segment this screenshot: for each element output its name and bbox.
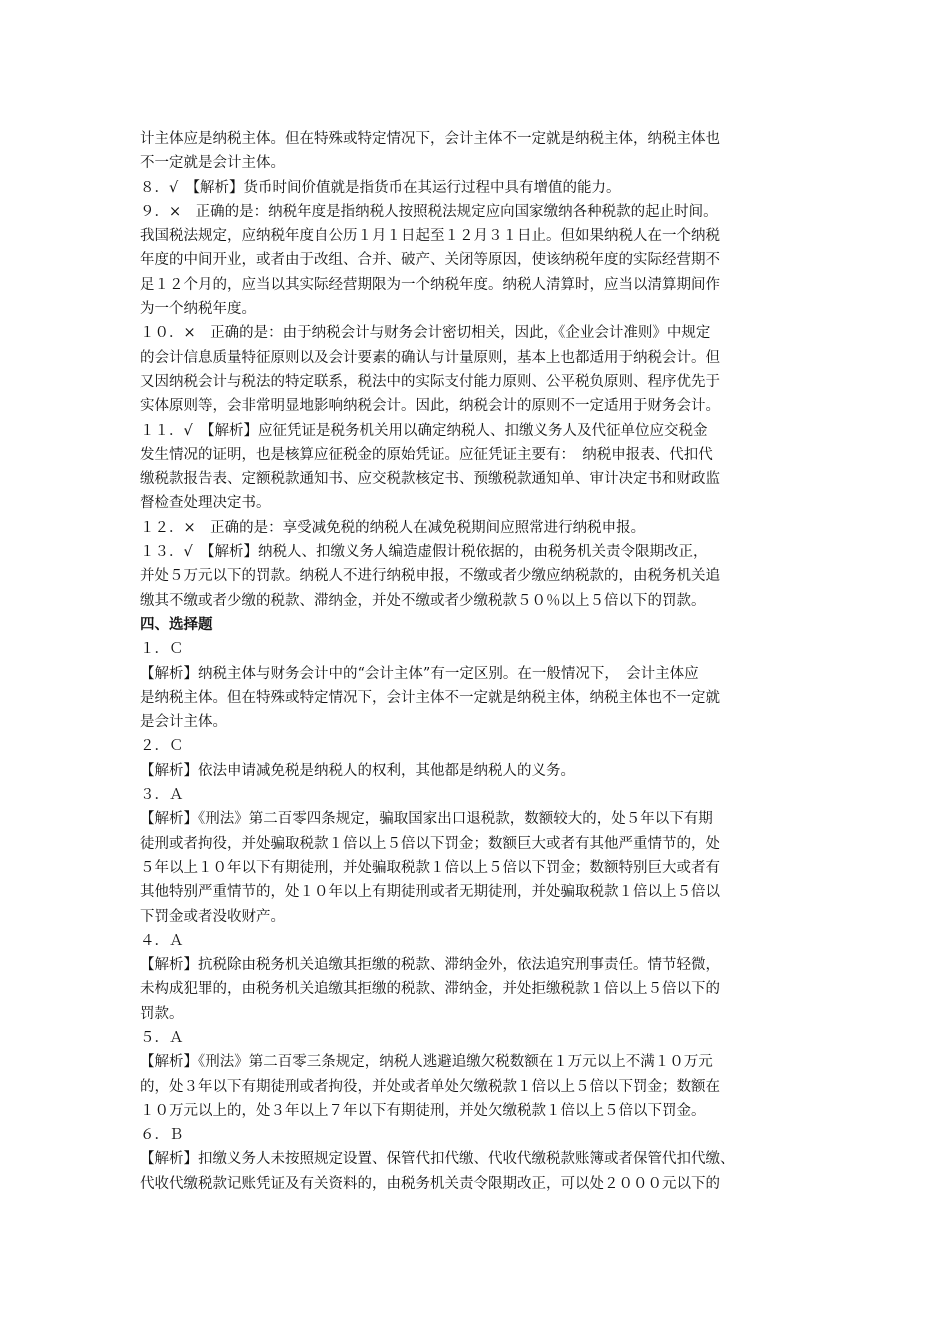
text-line: １３．√ 【解析】纳税人、扣缴义务人编造虚假计税依据的，由税务机关责令限期改正，: [140, 544, 708, 561]
text-line: 下罚金或者没收财产。: [140, 908, 285, 925]
text-line: 年度的中间开业，或者由于改组、合并、破产、关闭等原因，使该纳税年度的实际经营期不: [140, 252, 720, 269]
text-line: １１．√ 【解析】应征凭证是税务机关用以确定纳税人、扣缴义务人及代征单位应交税金: [140, 422, 708, 439]
text-line: ５年以上１０年以下有期徒刑，并处骗取税款１倍以上５倍以下罚金；数额特别巨大或者有: [140, 859, 720, 876]
text-line: 足１２个月的，应当以其实际经营期限为一个纳税年度。纳税人清算时，应当以清算期间作: [140, 276, 720, 293]
text-line: 【解析】依法申请减免税是纳税人的权利，其他都是纳税人的义务。: [140, 762, 575, 779]
text-line: 不一定就是会计主体。: [140, 155, 285, 172]
text-line: １．Ｃ: [140, 641, 184, 658]
document-page: [140, 127, 830, 1196]
text-line: 【解析】《刑法》第二百零四条规定，骗取国家出口退税款，数额较大的，处５年以下有期: [140, 811, 713, 828]
section-heading: 四、选择题: [140, 615, 213, 633]
text-line: 未构成犯罪的，由税务机关追缴其拒缴的税款、滞纳金，并处拒缴税款１倍以上５倍以下的: [140, 981, 720, 998]
text-line: 实体原则等，会非常明显地影响纳税会计。因此，纳税会计的原则不一定适用于财务会计。: [140, 398, 720, 415]
text-line: 代收代缴税款记账凭证及有关资料的，由税务机关责令限期改正，可以处２０００元以下的: [140, 1175, 720, 1192]
text-line: １２．× 正确的是：享受减免税的纳税人在减免税期间应照常进行纳税申报。: [140, 519, 646, 536]
text-line: ５．Ａ: [140, 1029, 184, 1046]
text-line: 【解析】抗税除由税务机关追缴其拒缴的税款、滞纳金外，依法追究刑事责任。情节轻微，: [140, 957, 720, 974]
text-line: ４．Ａ: [140, 932, 184, 949]
text-line: 的会计信息质量特征原则以及会计要素的确认与计量原则，基本上也都适用于纳税会计。但: [140, 349, 720, 366]
text-line: 【解析】《刑法》第二百零三条规定，纳税人逃避追缴欠税数额在１万元以上不满１０万元: [140, 1054, 713, 1071]
text-line: 缴税款报告表、定额税款通知书、应交税款核定书、预缴税款通知单、审计决定书和财政监: [140, 471, 720, 488]
text-line: 计主体应是纳税主体。但在特殊或特定情况下，会计主体不一定就是纳税主体，纳税主体也: [140, 131, 720, 147]
text-line: ８．√ 【解析】货币时间价值就是指货币在其运行过程中具有增值的能力。: [140, 179, 621, 196]
text-line: 是纳税主体。但在特殊或特定情况下，会计主体不一定就是纳税主体，纳税主体也不一定就: [140, 689, 720, 706]
text-line: 的，处３年以下有期徒刑或者拘役，并处或者单处欠缴税款１倍以上５倍以下罚金；数额在: [140, 1078, 720, 1095]
text-line: 【解析】纳税主体与财务会计中的“会计主体”有一定区别。在一般情况下， 会计主体应: [140, 665, 699, 682]
text-line: 并处５万元以下的罚款。纳税人不进行纳税申报，不缴或者少缴应纳税款的，由税务机关追: [140, 568, 720, 585]
text-line: 我国税法规定，应纳税年度自公历１月１日起至１２月３１日止。但如果纳税人在一个纳税: [140, 228, 720, 245]
text-line: ９．× 正确的是：纳税年度是指纳税人按照税法规定应向国家缴纳各种税款的起止时间。: [140, 203, 718, 220]
text-line: 又因纳税会计与税法的特定联系，税法中的实际支付能力原则、公平税负原则、程序优先于: [140, 373, 720, 390]
text-line: 徒刑或者拘役，并处骗取税款１倍以上５倍以下罚金；数额巨大或者有其他严重情节的，处: [140, 835, 720, 852]
text-line: 是会计主体。: [140, 714, 227, 731]
text-line: 缴其不缴或者少缴的税款、滞纳金，并处不缴或者少缴税款５０％以上５倍以下的罚款。: [140, 592, 706, 609]
text-line: 发生情况的证明，也是核算应征税金的原始凭证。应征凭证主要有： 纳税申报表、代扣代: [140, 446, 713, 463]
text-line: 其他特别严重情节的，处１０年以上有期徒刑或者无期徒刑，并处骗取税款１倍以上５倍以: [140, 884, 720, 901]
text-line: ２．Ｃ: [140, 738, 184, 755]
text-line: ３．Ａ: [140, 787, 184, 804]
text-line: 督检查处理决定书。: [140, 495, 271, 512]
text-line: 罚款。: [140, 1005, 184, 1022]
text-line: 为一个纳税年度。: [140, 301, 256, 318]
text-line: ６．Ｂ: [140, 1127, 184, 1144]
text-line: １０．× 正确的是：由于纳税会计与财务会计密切相关，因此，《企业会计准则》中规定: [140, 325, 711, 342]
text-line: 【解析】扣缴义务人未按照规定设置、保管代扣代缴、代收代缴税款账簿或者保管代扣代缴、: [140, 1151, 735, 1168]
text-line: １０万元以上的，处３年以上７年以下有期徒刑，并处欠缴税款１倍以上５倍以下罚金。: [140, 1102, 706, 1119]
